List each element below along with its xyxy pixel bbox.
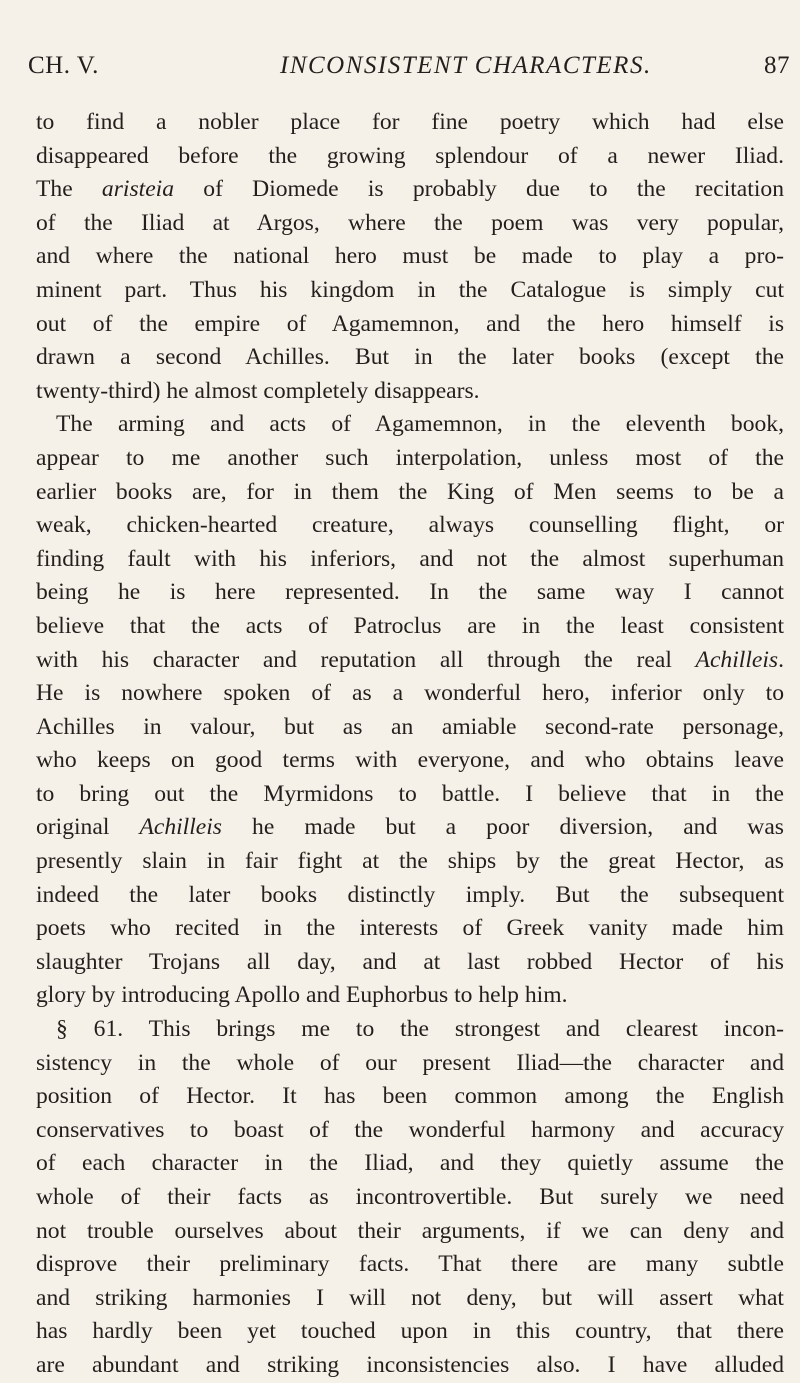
- text-line: [36, 207, 784, 241]
- text-line: [36, 912, 784, 946]
- text-line: [36, 744, 784, 778]
- text-segment: twenty-third) he almost completely disappears.: [36, 377, 480, 404]
- text-segment: drawn a second Achilles. But in the later books (except the: [36, 344, 784, 371]
- text-segment: indeed the later books distinctly imply. But the subsequent: [36, 881, 784, 908]
- text-segment: out of the empire of Agamemnon, and the hero himself is: [36, 310, 784, 337]
- text-segment: Achilles in valour, but as an amiable second-rate personage,: [36, 713, 784, 740]
- text-segment: appear to me another such interpolation, unless most of the: [36, 444, 784, 471]
- text-line: [36, 308, 784, 342]
- text-segment: .: [778, 646, 784, 673]
- text-segment: to bring out the Myrmidons to battle. I believe that in the: [36, 780, 784, 807]
- text-line: [36, 1315, 784, 1349]
- text-segment: and striking harmonies I will not deny, but will assert what: [36, 1284, 784, 1311]
- text-line: [36, 375, 784, 409]
- text-line: [36, 1114, 784, 1148]
- text-line: [36, 1282, 784, 1316]
- text-segment: and where the national hero must be made to play a pro-: [36, 243, 784, 270]
- text-line: [36, 644, 784, 678]
- running-title: INCONSISTENT CHARACTERS.: [280, 52, 652, 79]
- text-line: [36, 1181, 784, 1215]
- text-segment: are abundant and striking inconsistencies also. I have alluded: [36, 1351, 784, 1378]
- text-line: [36, 140, 784, 174]
- text-line: [36, 979, 784, 1013]
- text-line: [36, 106, 784, 140]
- running-head: [28, 52, 790, 86]
- text-line: [36, 240, 784, 274]
- page-number: 87: [764, 52, 790, 79]
- text-line: [36, 509, 784, 543]
- italic-term: Achilleis: [139, 814, 222, 841]
- text-line: [36, 408, 784, 442]
- text-segment: § 61. This brings me to the strongest and clearest incon-: [56, 1016, 784, 1043]
- text-segment: original: [36, 814, 140, 841]
- text-segment: weak, chicken-hearted creature, always counselling flight, or: [36, 512, 784, 539]
- text-line: [36, 442, 784, 476]
- text-segment: who keeps on good terms with everyone, and who obtains leave: [36, 747, 784, 774]
- text-line: [36, 1013, 784, 1047]
- text-line: [36, 576, 784, 610]
- italic-term: aristeia: [101, 176, 175, 203]
- text-segment: conservatives to boast of the wonderful harmony and accuracy: [36, 1116, 784, 1143]
- text-segment: to find a nobler place for fine poetry which had else: [36, 109, 784, 135]
- text-segment: of Diomede is probably due to the recitation: [174, 176, 784, 203]
- text-segment: of the Iliad at Argos, where the poem was very popular,: [36, 209, 784, 236]
- text-line: [36, 845, 784, 879]
- text-line: [36, 173, 784, 207]
- italic-term: Achilleis: [695, 646, 779, 673]
- text-line: [36, 811, 784, 845]
- text-line: [36, 1080, 784, 1114]
- text-segment: earlier books are, for in them the King of Men seems to be a: [36, 478, 784, 505]
- text-segment: He is nowhere spoken of as a wonderful hero, inferior only to: [36, 680, 784, 707]
- text-segment: believe that the acts of Patroclus are in the least consistent: [36, 612, 784, 639]
- text-segment: The: [36, 176, 102, 203]
- text-line: [36, 946, 784, 980]
- text-segment: finding fault with his inferiors, and not the almost superhuman: [36, 545, 784, 572]
- text-segment: whole of their facts as incontrovertible. But surely we need: [36, 1184, 784, 1210]
- text-line: [36, 1047, 784, 1081]
- chapter-number: CH. V.: [28, 52, 99, 79]
- text-segment: has hardly been yet touched upon in this country, that there: [36, 1318, 784, 1345]
- text-line: [36, 1215, 784, 1249]
- text-line: [36, 274, 784, 308]
- text-line: [36, 543, 784, 577]
- text-segment: glory by introducing Apollo and Euphorbus to help him.: [36, 982, 568, 1009]
- text-line: [36, 1147, 784, 1181]
- text-segment: disprove their preliminary facts. That there are many subtle: [36, 1251, 784, 1278]
- text-segment: he made but a poor diversion, and was: [222, 814, 784, 841]
- text-segment: disappeared before the growing splendour of a newer Iliad.: [36, 142, 784, 169]
- body-text: [36, 106, 784, 1383]
- text-line: [36, 677, 784, 711]
- text-line: [36, 341, 784, 375]
- text-segment: poets who recited in the interests of Greek vanity made him: [36, 915, 784, 942]
- text-line: [36, 1248, 784, 1282]
- text-segment: position of Hector. It has been common among the English: [36, 1083, 784, 1110]
- text-line: [36, 879, 784, 913]
- text-segment: of each character in the Iliad, and they quietly assume the: [36, 1150, 784, 1177]
- text-segment: being he is here represented. In the same way I cannot: [36, 579, 784, 606]
- text-line: [36, 476, 784, 510]
- text-line: [36, 610, 784, 644]
- text-segment: sistency in the whole of our present Iliad—the character and: [36, 1049, 784, 1076]
- text-segment: presently slain in fair fight at the ships by the great Hector, as: [36, 848, 784, 875]
- text-segment: with his character and reputation all through the real: [36, 646, 696, 673]
- text-line: [36, 778, 784, 812]
- text-line: [36, 1349, 784, 1383]
- text-segment: minent part. Thus his kingdom in the Catalogue is simply cut: [36, 276, 784, 303]
- text-segment: The arming and acts of Agamemnon, in the eleventh book,: [56, 411, 784, 438]
- text-segment: slaughter Trojans all day, and at last robbed Hector of his: [36, 948, 784, 975]
- text-segment: not trouble ourselves about their arguments, if we can deny and: [36, 1217, 784, 1244]
- text-line: [36, 711, 784, 745]
